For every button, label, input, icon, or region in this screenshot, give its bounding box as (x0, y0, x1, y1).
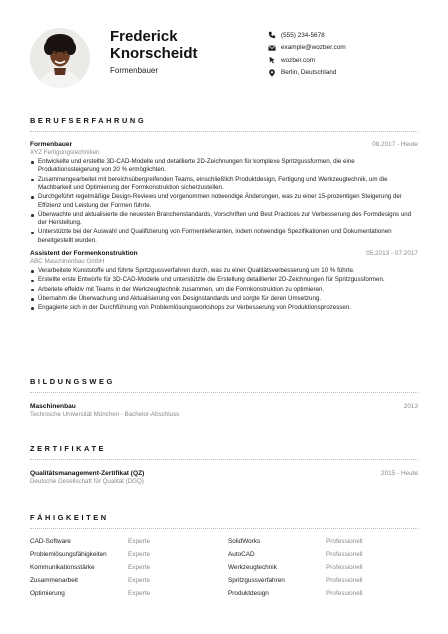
skill-name: SolidWorks (228, 538, 261, 545)
section-title: BILDUNGSWEG (30, 377, 115, 386)
skill-level: Professionell (326, 577, 363, 584)
email-text: example@wozber.com (281, 44, 346, 52)
section-skills (30, 513, 418, 602)
skill-name: Kommunikationsstärke (30, 564, 95, 571)
skill-level: Professionell (326, 564, 363, 571)
name-line-1: Frederick (110, 28, 178, 45)
list-item: Verarbeitete Kunststoffe und führte Spritzgussverfahren durch, was zu einer Qualitätsverbesserung um 10 % führte. (30, 267, 418, 275)
skill-name: Werkzeugtechnik (228, 564, 277, 571)
link-icon (268, 56, 276, 64)
entry-degree: Maschinenbau (30, 403, 76, 410)
skill-level: Experte (128, 564, 151, 571)
skill-level: Experte (128, 538, 151, 545)
entry-bullets (30, 158, 418, 245)
skill-level: Professionell (326, 538, 363, 545)
section-certificates (30, 444, 418, 485)
list-item: Arbeitete effektiv mit Teams in der Werkzeugtechnik zusammen, um die Formkonstruktion zu optimieren. (30, 286, 418, 294)
candidate-name (110, 28, 198, 62)
profile-photo (30, 28, 90, 88)
section-experience (30, 116, 418, 313)
section-divider (30, 459, 418, 460)
contact-phone[interactable] (268, 29, 346, 41)
skill-level: Experte (128, 577, 151, 584)
skill-name: AutoCAD (228, 551, 255, 558)
website-text: wozber.com (281, 56, 316, 64)
section-education (30, 377, 418, 418)
contact-email[interactable] (268, 42, 346, 54)
entry-dates: 05.2013 - 07.2017 (366, 250, 418, 258)
certificate-dates: 2015 - Heute (381, 470, 418, 477)
list-item: Entwickelte und erstellte 3D-CAD-Modelle und detaillierte 2D-Zeichnungen für komplexe Spritzgussformen, die eine Produktionssteigerung von 20 % ermöglichten. (30, 158, 418, 175)
contact-location (268, 67, 346, 79)
education-entry (30, 403, 418, 418)
skill-name: CAD-Software (30, 538, 71, 545)
certificate-entry (30, 470, 418, 485)
entry-institution: Technische Universität München - Bachelor-Abschluss (30, 411, 180, 418)
location-text: Berlin, Deutschland (281, 69, 337, 77)
section-divider (30, 131, 418, 132)
skill-name: Produktdesign (228, 590, 269, 597)
skill-name: Spritzgussverfahren (228, 577, 285, 584)
job-title: Formenbauer (110, 66, 159, 75)
section-title: ZERTIFIKATE (30, 444, 107, 453)
entry-company: ABC Maschinenbau GmbH (30, 258, 105, 266)
list-item: Engagierte sich in der Durchführung von Problemlösungsworkshops zur Verbesserung von Produktionsprozessen. (30, 304, 418, 312)
section-divider (30, 528, 418, 529)
skills-grid (30, 537, 418, 602)
entry-role: Formenbauer (30, 141, 73, 148)
list-item: Durchgeführt regelmäßige Design-Reviews und vorgenommen notwendige Änderungen, was zu einer 15-prozentigen Steigerung der Effizienz und Leistung der Formen führte. (30, 193, 418, 210)
list-item: Unterstützte bei der Auswahl und Qualifizierung von Formenlieferanten, indem notwendige Spezifikationen und Dokumentationen bereitgestellt wurden. (30, 228, 418, 245)
entry-year: 2013 (403, 403, 418, 410)
section-divider (30, 392, 418, 393)
skill-name: Zusammenarbeit (30, 577, 78, 584)
entry-bullets (30, 267, 418, 312)
list-item: Übernahm die Überwachung und Aktualisierung von Designstandards und sorgte für deren Umsetzung. (30, 295, 418, 303)
skill-name: Optimierung (30, 590, 65, 597)
entry-company: XYZ Fertigungstechniken (30, 149, 100, 156)
avatar (30, 28, 90, 88)
skill-level: Experte (128, 551, 151, 558)
skill-level: Professionell (326, 551, 363, 558)
email-icon (268, 44, 276, 52)
list-item: Erstellte erste Entwürfe für 3D-CAD-Modelle und unterstützte die Erstellung detaillierter 2D-Zeichnungen für Spritzgussformen. (30, 276, 418, 284)
entry-dates: 08.2017 - Heute (372, 141, 418, 148)
skill-name: Problemlösungsfähigkeiten (30, 551, 107, 558)
contact-list (268, 29, 346, 79)
location-pin-icon (268, 69, 276, 77)
list-item: Zusammengearbeitet mit bereichsübergreifenden Teams, einschließlich Produktdesign, Fertigung und Werkzeugtechnik, um die Machbarkeit und Optimierung der Formkonstruktion sicherzustellen. (30, 176, 418, 193)
skill-level: Professionell (326, 590, 363, 597)
certificate-name: Qualitätsmanagement-Zertifikat (QZ) (30, 470, 145, 477)
contact-website[interactable] (268, 54, 346, 66)
section-title: BERUFSERFAHRUNG (30, 116, 147, 125)
experience-entry (30, 141, 418, 245)
list-item: Überwachte und aktualisierte die neuesten Branchenstandards, Vorschriften und Best Practices zur Verbesserung des Formdesigns und der Herstellung. (30, 211, 418, 228)
certificate-issuer: Deutsche Gesellschaft für Qualität (DGQ) (30, 478, 144, 485)
phone-icon (268, 31, 276, 39)
phone-text: (555) 234-5678 (281, 31, 325, 39)
name-line-2: Knorscheidt (110, 45, 198, 62)
entry-role: Assistent der Formenkonstruktion (30, 250, 138, 258)
experience-entry (30, 250, 418, 312)
skill-level: Experte (128, 590, 151, 597)
section-title: FÄHIGKEITEN (30, 513, 109, 522)
